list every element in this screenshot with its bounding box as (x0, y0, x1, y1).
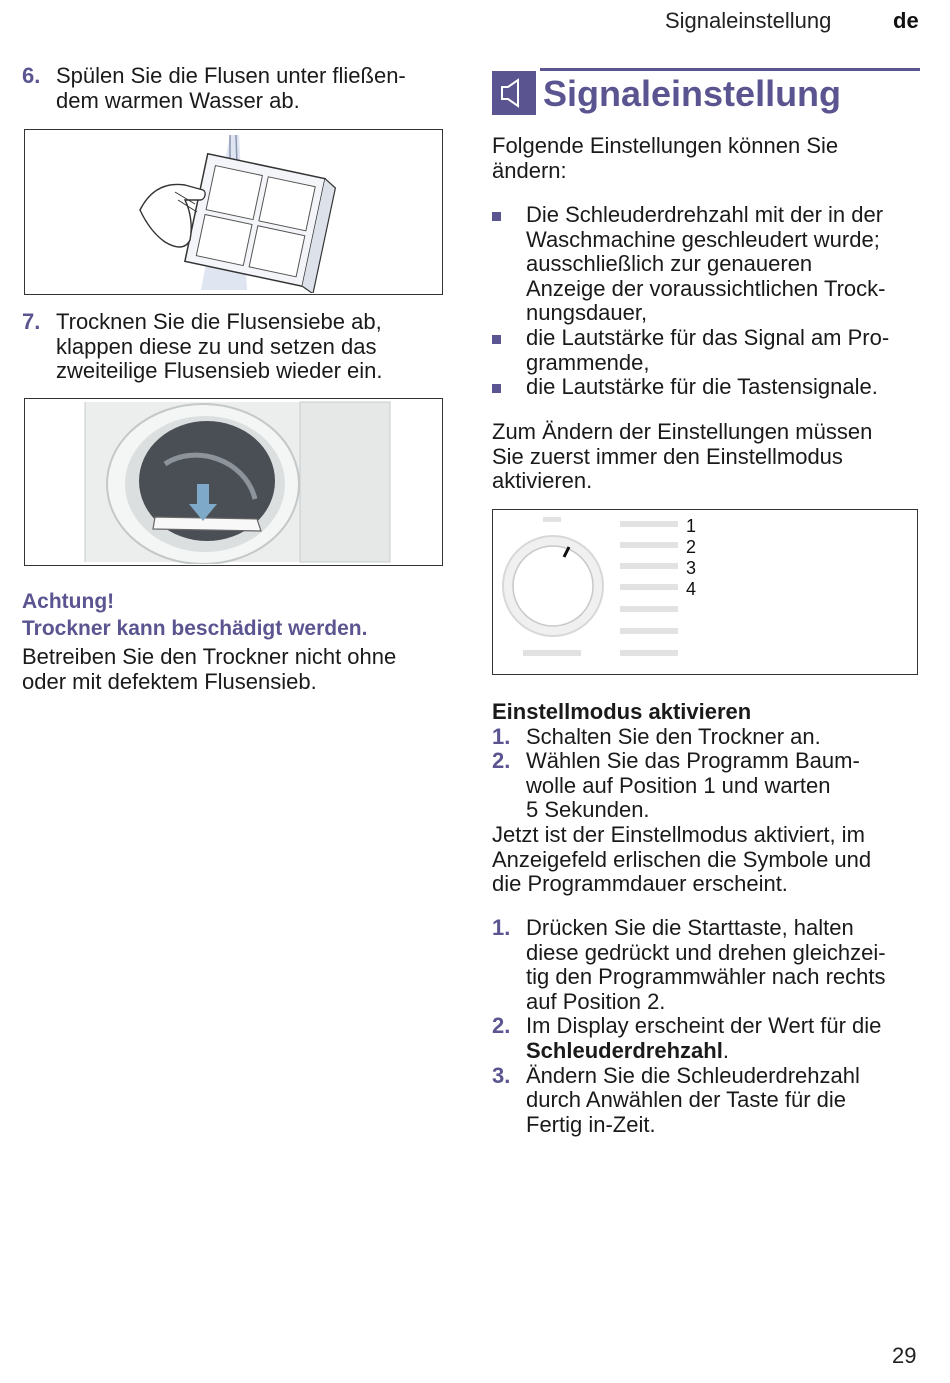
step-line: zweiteilige Flusensieb wieder ein. (56, 358, 383, 384)
page-number: 29 (892, 1343, 917, 1368)
step-6 (22, 64, 442, 113)
change-procedure (492, 916, 924, 1137)
step-line: diese gedrückt und drehen gleichzei- (526, 939, 886, 965)
list-line: Die Schleuderdrehzahl mit der in der (526, 202, 884, 227)
list-line: grammende, (526, 349, 650, 375)
step-line: Wählen Sie das Programm Baum- (526, 748, 860, 774)
para-line: Zum Ändern der Einstellungen müssen (492, 419, 873, 444)
step-line: 5 Sekunden. (526, 797, 650, 823)
step-line: durch Anwählen der Taste für die (526, 1087, 847, 1113)
dial-position-4: 4 (686, 579, 697, 599)
activate-step-1 (492, 725, 924, 750)
step-line: tig den Programmwähler nach rechts (526, 964, 886, 990)
list-line: ausschließlich zur genaueren (526, 251, 813, 277)
step-number: 6. (22, 63, 41, 88)
step-number: 3. (492, 1062, 511, 1088)
section-intro (492, 134, 922, 183)
step-number: 7. (22, 309, 41, 334)
figure-program-dial (492, 509, 918, 675)
figure-rinse-lint-filter (24, 129, 443, 295)
result-line: die Programmdauer erscheint. (492, 871, 788, 897)
lint-filter-rinse-illustration (25, 130, 441, 293)
step-line: klappen diese zu und setzen das (56, 333, 377, 359)
step-number: 2. (492, 1013, 511, 1039)
line-tail: . (722, 1037, 729, 1063)
activate-instruction (492, 420, 922, 494)
step-line: Ändern Sie die Schleuderdrehzahl (526, 1062, 860, 1088)
list-line: die Lautstärke für die Tastensignale. (526, 374, 878, 400)
list-line: nungsdauer, (526, 300, 648, 326)
warning-box (22, 588, 442, 694)
bold-term: Schleuderdrehzahl (526, 1037, 723, 1063)
warning-line: Betreiben Sie den Trockner nicht ohne (22, 644, 397, 669)
bullet-square (492, 203, 526, 326)
section-rule (540, 68, 920, 71)
dial-position-labels (686, 516, 696, 600)
activate-step-2 (492, 749, 924, 823)
warning-line: oder mit defektem Flusensieb. (22, 668, 317, 694)
intro-line: ändern: (492, 157, 567, 183)
result-line: Jetzt ist der Einstellmodus aktiviert, im (492, 821, 865, 847)
language-code: de (893, 8, 919, 33)
list-line: die Lautstärke für das Signal am Pro- (526, 324, 890, 350)
warning-subtitle: Trockner kann beschädigt werden. (22, 617, 368, 640)
step-line: Spülen Sie die Flusen unter fließen- (56, 63, 406, 88)
step-line: Drücken Sie die Starttaste, halten (526, 915, 854, 940)
settings-list (492, 203, 924, 400)
list-item (492, 203, 924, 326)
program-dial-illustration (493, 510, 916, 673)
change-step-1 (492, 916, 924, 1014)
dial-position-2: 2 (686, 537, 697, 557)
intro-line: Folgende Einstellungen können Sie (492, 133, 839, 158)
list-item (492, 326, 924, 375)
change-step-3 (492, 1064, 924, 1138)
running-header-title: Signaleinstellung (665, 8, 832, 33)
dial-position-1: 1 (686, 516, 697, 536)
list-line: Anzeige der voraussichtlichen Trock- (526, 275, 886, 301)
activate-procedure (492, 700, 924, 897)
warning-title: Achtung! (22, 590, 115, 613)
change-step-2 (492, 1014, 924, 1063)
speaker-icon (492, 71, 536, 115)
figure-insert-lint-filter (24, 398, 443, 566)
activate-heading: Einstellmodus aktivieren (492, 699, 752, 724)
bullet-square (492, 375, 526, 400)
step-line: dem warmen Wasser ab. (56, 87, 300, 113)
list-item (492, 375, 924, 400)
step-7 (22, 310, 442, 384)
step-number: 1. (492, 915, 511, 940)
dryer-door-illustration (25, 399, 441, 564)
step-number: 2. (492, 748, 511, 774)
step-line: Trocknen Sie die Flusensiebe ab, (56, 309, 382, 334)
step-line-bold (526, 1039, 924, 1064)
para-line: aktivieren. (492, 468, 593, 494)
result-line: Anzeigefeld erlischen die Symbole und (492, 846, 872, 872)
step-line: Fertig in-Zeit. (526, 1111, 656, 1137)
section-title: Signaleinstellung (543, 73, 842, 114)
step-line: Schalten Sie den Trockner an. (526, 723, 821, 749)
para-line: Sie zuerst immer den Einstellmodus (492, 443, 843, 469)
bullet-square (492, 326, 526, 375)
step-number: 1. (492, 723, 511, 749)
step-line: auf Position 2. (526, 988, 666, 1014)
step-line: wolle auf Position 1 und warten (526, 772, 831, 798)
list-line: Waschmachine geschleudert wurde; (526, 226, 880, 252)
step-line: Im Display erscheint der Wert für die (526, 1013, 882, 1039)
dial-position-3: 3 (686, 558, 697, 578)
